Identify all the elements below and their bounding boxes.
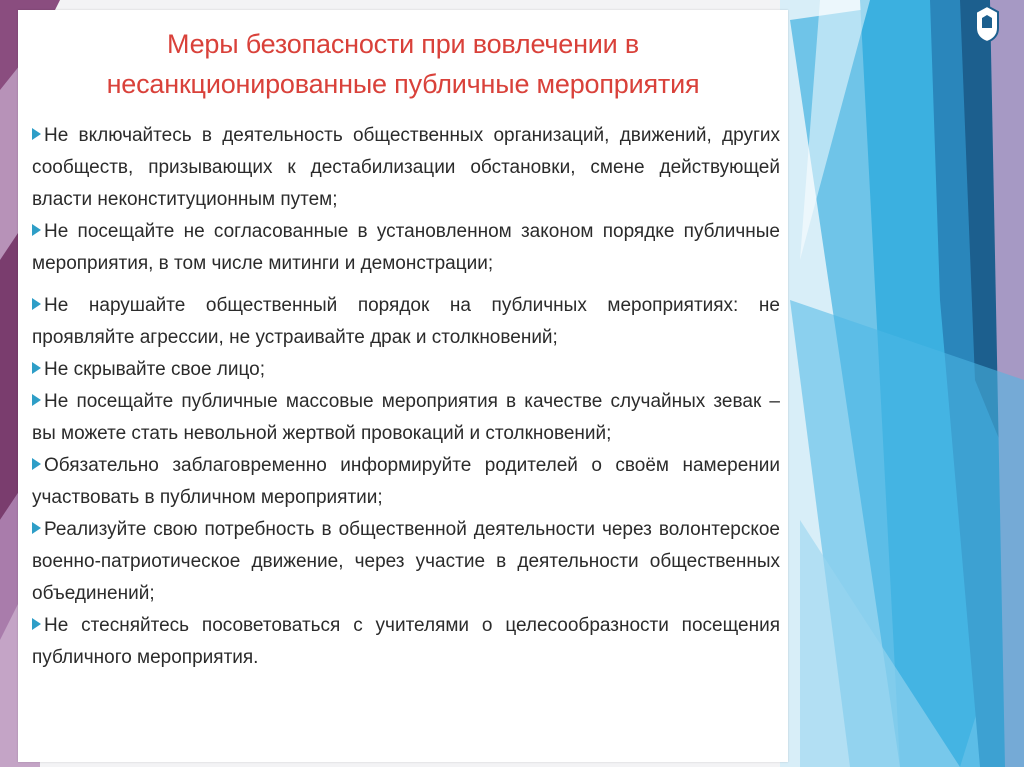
list-item	[32, 610, 780, 674]
slide-content-panel	[18, 10, 788, 762]
list-item-text: Не посещайте публичные массовые мероприятия в качестве случайных зевак – вы можете стать невольной жертвой провокаций и столкновений;	[32, 391, 780, 444]
list-item-text: Не посещайте не согласованные в установленном законом порядке публичные мероприятия, в том числе митинги и демонстрации;	[32, 221, 780, 274]
triangle-right-icon	[32, 224, 41, 236]
list-item	[32, 514, 780, 610]
triangle-right-icon	[32, 128, 41, 140]
emblem-icon	[972, 4, 1002, 44]
slide-title-line-1: Меры безопасности при вовлечении в	[166, 29, 639, 59]
list-item-text: Реализуйте свою потребность в общественной деятельности через волонтерское военно-патриотическое движение, через участие в деятельности общественных объединений;	[32, 519, 780, 604]
triangle-right-icon	[32, 394, 41, 406]
slide-title-line-2: несанкционированные публичные мероприятия	[106, 69, 700, 99]
triangle-right-icon	[32, 618, 41, 630]
list-item	[32, 216, 780, 280]
triangle-right-icon	[32, 298, 41, 310]
list-item	[32, 386, 780, 450]
safety-rules-list	[32, 120, 780, 674]
list-item-text: Не скрывайте свое лицо;	[44, 359, 266, 380]
triangle-right-icon	[32, 458, 41, 470]
list-item-text: Не включайтесь в деятельность общественных организаций, движений, других сообществ, призывающих к дестабилизации обстановки, смене действующей власти неконституционным путем;	[32, 125, 780, 210]
list-item	[32, 354, 780, 386]
list-item	[32, 290, 780, 354]
list-item-text: Не стесняйтесь посоветоваться с учителями о целесообразности посещения публичного мероприятия.	[32, 615, 780, 668]
list-item-text: Обязательно заблаговременно информируйте родителей о своём намерении участвовать в публичном мероприятии;	[32, 455, 780, 508]
triangle-right-icon	[32, 362, 41, 374]
triangle-right-icon	[32, 522, 41, 534]
list-item	[32, 450, 780, 514]
list-item-text: Не нарушайте общественный порядок на публичных мероприятиях: не проявляйте агрессии, не устраивайте драк и столкновений;	[32, 295, 780, 348]
slide-title	[38, 24, 768, 104]
list-item	[32, 120, 780, 216]
